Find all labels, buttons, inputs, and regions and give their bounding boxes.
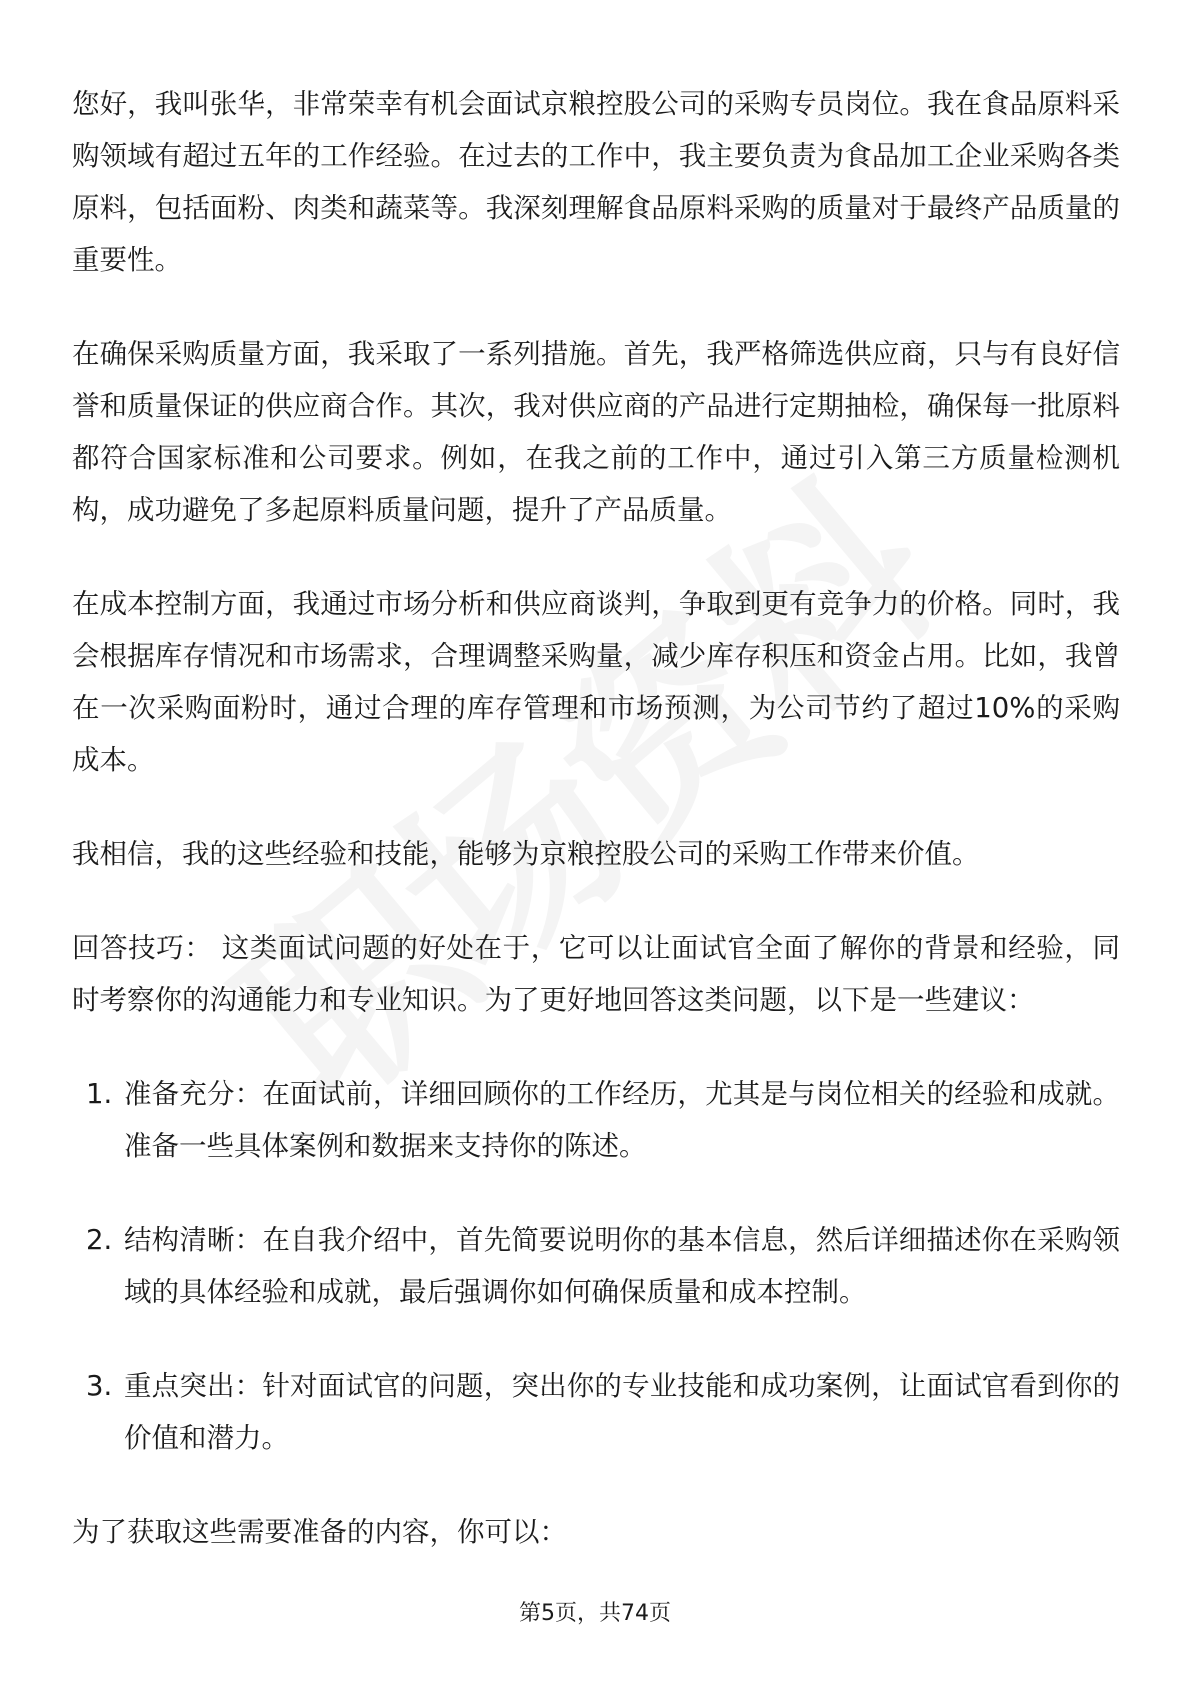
- list-item-text: 重点突出：针对面试官的问题，突出你的专业技能和成功案例，让面试官看到你的价值和潜力。: [124, 1370, 1120, 1454]
- list-item-number: 1.: [86, 1078, 113, 1110]
- paragraph-tips-intro: 回答技巧： 这类面试问题的好处在于，它可以让面试官全面了解你的背景和经验，同时考察你的沟通能力和专业知识。为了更好地回答这类问题，以下是一些建议：: [72, 932, 1120, 1016]
- tips-list: [72, 1068, 1120, 1464]
- paragraph-conclusion: 我相信，我的这些经验和技能，能够为京粮控股公司的采购工作带来价值。: [72, 838, 980, 870]
- page-number: 第5页，共74页: [519, 1601, 671, 1626]
- paragraph-intro: 您好，我叫张华，非常荣幸有机会面试京粮控股公司的采购专员岗位。我在食品原料采购领域有超过五年的工作经验。在过去的工作中，我主要负责为食品加工企业采购各类原料，包括面粉、肉类和蔬菜等。我深刻理解食品原料采购的质量对于最终产品质量的重要性。: [72, 88, 1120, 276]
- list-item-text: 结构清晰：在自我介绍中，首先简要说明你的基本信息，然后详细描述你在采购领域的具体经验和成就，最后强调你如何确保质量和成本控制。: [124, 1224, 1120, 1308]
- paragraph-cost: 在成本控制方面，我通过市场分析和供应商谈判，争取到更有竞争力的价格。同时，我会根据库存情况和市场需求，合理调整采购量，减少库存积压和资金占用。比如，我曾在一次采购面粉时，通过合理的库存管理和市场预测，为公司节约了超过10%的采购成本。: [72, 588, 1120, 776]
- paragraph-quality: 在确保采购质量方面，我采取了一系列措施。首先，我严格筛选供应商，只与有良好信誉和质量保证的供应商合作。其次，我对供应商的产品进行定期抽检，确保每一批原料都符合国家标准和公司要求。例如，在我之前的工作中，通过引入第三方质量检测机构，成功避免了多起原料质量问题，提升了产品质量。: [72, 338, 1120, 526]
- paragraph-closing: 为了获取这些需要准备的内容，你可以：: [72, 1516, 567, 1548]
- list-item: [72, 1360, 1120, 1464]
- document-body: [72, 78, 1120, 1600]
- list-item-number: 2.: [86, 1224, 113, 1256]
- list-item-text: 准备充分：在面试前，详细回顾你的工作经历，尤其是与岗位相关的经验和成就。准备一些具体案例和数据来支持你的陈述。: [124, 1078, 1120, 1162]
- list-item-number: 3.: [86, 1370, 113, 1402]
- list-item: [72, 1068, 1120, 1172]
- list-item: [72, 1214, 1120, 1318]
